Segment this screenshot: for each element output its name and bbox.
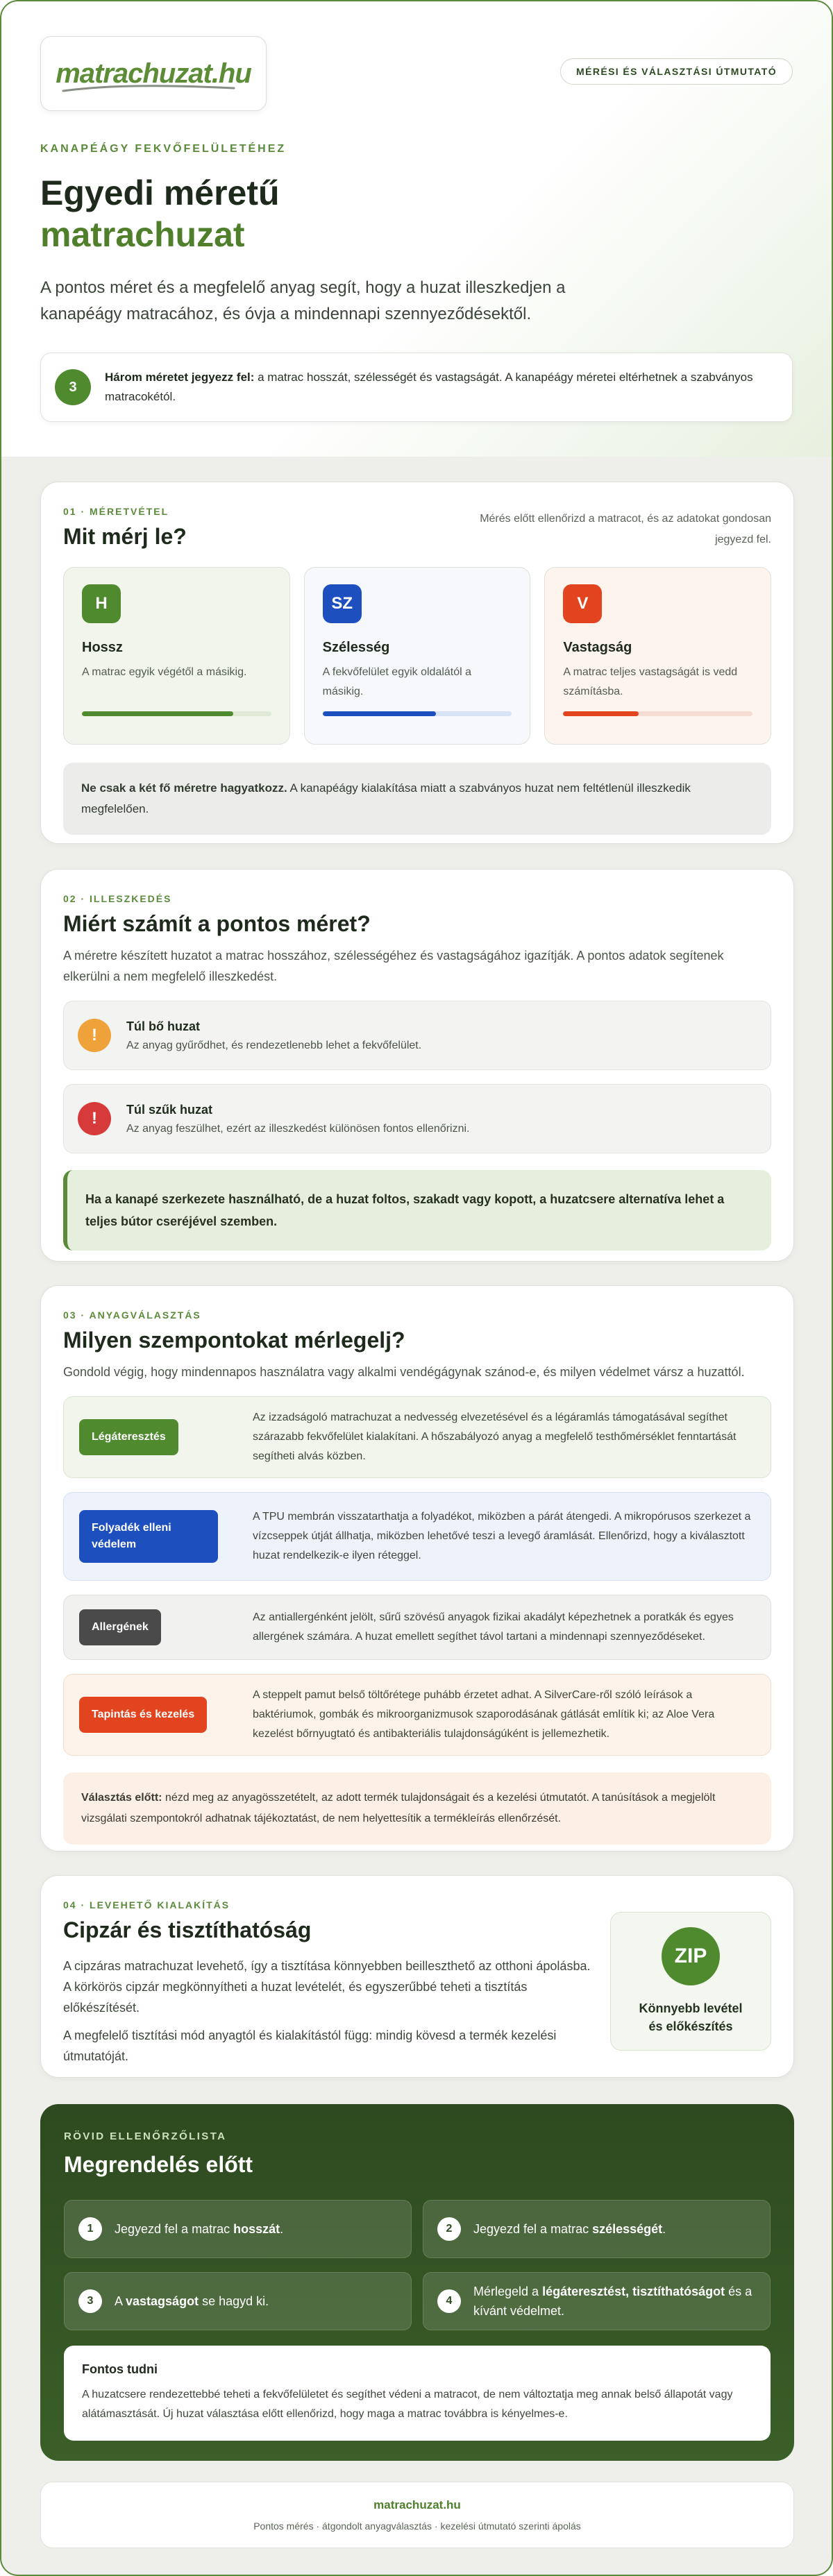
dimension-desc: A matrac teljes vastagságát is vedd számításba. [563,666,738,697]
zip-label [639,1999,742,2035]
measure-section [40,482,794,844]
logo-swoosh-icon [62,84,235,94]
material-note-text: nézd meg az anyagösszetételt, az adott termék tulajdonságait és a kezelési útmutatót. A tanúsítások a megjelölt vizsgálati szempontokról adhatnak tájékoztatást, de nem helyettesítik a termékleírás ellenőrzését. [81,1792,716,1824]
checklist-item [423,2272,771,2330]
material-tag: Folyadék elleni védelem [79,1510,218,1563]
material-item [63,1492,771,1581]
material-item [63,1595,771,1660]
dimension-bar [82,711,271,716]
section-label: 04 · LEVEHETŐ KIALAKÍTÁS [63,1899,230,1910]
material-tag-wrap [79,1697,253,1733]
checklist-items [64,2200,771,2330]
material-text: Az izzadságoló matrachuzat a nedvesség elvezetésével és a légáramlás támogatásával segíthet szárazabb fekvőfelület kialakítani. A hőszabályozó anyag a megfelelő testhőmérséklet fenntartását segítheti alvás közben. [253,1412,737,1462]
dimension-title: Vastagság [563,640,632,655]
material-tag: Allergének [79,1609,161,1645]
dimension-card [304,567,531,745]
warning-icon: ! [78,1102,111,1135]
checklist-number: 4 [437,2289,461,2313]
section-desc: Gondold végig, hogy mindennapos használatra vagy alkalmi vendégágynak szánod-e, és milyen védelmet vársz a huzattól. [63,1365,745,1379]
material-note [63,1772,771,1845]
material-text: A steppelt pamut belső töltőrétege puhább érzetet adhat. A SilverCare-ről szóló leírások a baktériumok, gombák és mikroorganizmusok szaporodásának gátlását említik ki; az Aloe Vera kezelést bőrnyugtató és antibakteriális tulajdonságúként is jellemezhetik. [253,1689,715,1740]
checklist-text-bold: hosszát [233,2222,280,2236]
section-title: Cipzár és tisztíthatóság [63,1917,312,1942]
dimension-title: Hossz [82,640,123,655]
section-desc: A méretre készített huzatot a matrac hosszához, szélességéhez és vastagságához igazítják. A pontos adatok segítenek elkerülni a nem megfelelő illeszkedést. [63,949,724,983]
material-item [63,1396,771,1478]
dimension-desc: A fekvőfelület egyik oldalától a másikig. [322,666,472,697]
checklist-text-post: . [662,2222,666,2236]
dimension-bar [323,711,512,716]
checklist-text-bold: légáteresztést, tisztíthatóságot [542,2285,725,2298]
dimension-icon: SZ [323,584,362,623]
section-label: 01 · MÉRETVÉTEL [63,506,169,517]
notice-bold: Ne csak a két fő méretre hagyatkozz. [81,781,287,795]
dimension-card [544,567,771,745]
checklist-title: Megrendelés előtt [64,2152,253,2177]
alert-body [126,1103,470,1135]
material-item [63,1674,771,1756]
checklist-text-pre: A [115,2294,126,2308]
warning-icon: ! [78,1019,111,1052]
zip-label-line-1: Könnyebb levétel [639,2001,743,2015]
callout-box: Ha a kanapé szerkezete használható, de a huzat foltos, szakadt vagy kopott, a huzatcsere alternatíva lehet a teljes bútor cseréjével szemben. [63,1170,771,1251]
checklist-item [423,2200,771,2258]
hero-section [1,1,832,457]
checklist-number: 2 [437,2217,461,2241]
section-title: Milyen szempontokat mérlegelj? [63,1328,405,1353]
note-text [105,368,778,407]
footer [40,2482,794,2548]
alert-text: Az anyag gyűrődhet, és rendezetlenebb lehet a fekvőfelület. [126,1039,422,1051]
section-title: Mit mérj le? [63,524,187,549]
important-text: A huzatcsere rendezettebbé teheti a fekvőfelületet és segíthet védeni a matracot, de nem változtatja meg annak belső állapotát vagy alátámasztását. Új huzat választása előtt ellenőrizd, hogy maga a matrac továbbra is kényelmes-e. [82,2389,733,2420]
dimension-cards [63,567,771,745]
title-line-2: matrachuzat [40,215,245,254]
logo-text: matrachuzat.hu [56,58,251,89]
checklist-section [40,2104,794,2461]
zip-label-line-2: és előkészítés [648,2019,733,2033]
dimension-icon: H [82,584,121,623]
zip-feature-box [610,1912,771,2051]
checklist-text [473,2282,756,2321]
site-logo[interactable] [40,36,267,111]
note-number-badge: 3 [55,369,91,405]
zipper-paragraph-2: A megfelelő tisztítási mód anyagtól és kialakítástól függ: mindig kövesd a termék kezelési útmutatóját. [63,2028,557,2063]
fit-section [40,869,794,1262]
material-list [63,1396,771,1756]
section-title: Miért számít a pontos méret? [63,911,371,936]
zipper-paragraph-1: A cipzáras matrachuzat levehető, így a tisztítása könnyebben beilleszthető az otthoni ápolásba. A körkörös cipzár megkönnyítheti a huzat levételét, és egyszerűbbé teheti a tisztítás előkészítését. [63,1959,591,2015]
note-body: a matrac hosszát, szélességét és vastagságát. A kanapéágy méretei eltérhetnek a szabványos matracokétól. [105,371,753,403]
material-tag-wrap [79,1510,253,1563]
checklist-text-post: . [280,2222,284,2236]
material-text: A TPU membrán visszatarthatja a folyadékot, miközben a párát átengedi. A mikropórusos szerkezet a vízcseppek útját állhatja, miközben lehetővé teszi a levegő áramlását. Ellenőrizd, hogy a kiválasztott huzat rendelkezik-e ilyen réteggel. [253,1511,751,1561]
checklist-text [115,2219,283,2239]
checklist-number: 1 [78,2217,102,2241]
material-tag-wrap [79,1609,253,1645]
header [40,36,793,111]
section-label: 02 · ILLESZKEDÉS [63,893,172,904]
dimension-bar-fill [82,711,233,716]
alert-list [63,1001,771,1153]
checklist-label: RÖVID ELLENŐRZŐLISTA [64,2130,227,2142]
checklist-text-pre: Mérlegeld a [473,2285,543,2298]
important-title: Fontos tudni [82,2362,158,2376]
alert-body [126,1019,421,1052]
checklist-text [473,2219,666,2239]
material-tag: Tapintás és kezelés [79,1697,207,1733]
notice-text: A kanapéágy kialakítása miatt a szabványos huzat nem feltétlenül illeszkedik megfelelően. [81,781,691,815]
zip-icon: ZIP [662,1927,720,1985]
alert-item [63,1084,771,1153]
dimension-card [63,567,290,745]
hero-lead: A pontos méret és a megfelelő anyag segít, hogy a huzat illeszkedjen a kanapéágy matracához, és óvja a mindennapi szennyeződésektől. [40,278,566,323]
checklist-text-bold: vastagságot [126,2294,199,2308]
checklist-item [64,2272,412,2330]
zipper-section [40,1875,794,2078]
checklist-text-post: és a kívánt védelmet. [473,2285,752,2318]
dimension-icon: V [563,584,602,623]
dimension-bar-fill [323,711,437,716]
hero-note [40,353,793,422]
important-box [64,2346,771,2441]
section-aside: Mérés előtt ellenőrizd a matracot, és az adatokat gondosan jegyezd fel. [480,513,771,545]
alert-text: Az anyag feszülhet, ezért az illeszkedést különösen fontos ellenőrizni. [126,1122,470,1135]
notice-box [63,763,771,835]
dimension-title: Szélesség [322,640,390,655]
checklist-text-pre: Jegyezd fel a matrac [115,2222,234,2236]
dimension-bar-fill [563,711,639,716]
material-text: Az antiallergénként jelölt, sűrű szövésű anyagok fizikai akadályt képezhetnek a poratkák és egyes allergének számára. A huzat emellett segíthet távol tartani a mindennapi szennyeződéseket. [253,1611,734,1643]
material-tag: Légáteresztés [79,1419,178,1455]
checklist-text [115,2291,269,2311]
checklist-text-bold: szélességét [592,2222,663,2236]
material-note-bold: Választás előtt: [81,1792,162,1804]
title-line-1: Egyedi méretű [40,173,280,212]
alert-title: Túl bő huzat [126,1019,200,1033]
page-title [40,172,793,255]
checklist-text-post: se hagyd ki. [199,2294,269,2308]
checklist-text-pre: Jegyezd fel a matrac [473,2222,593,2236]
materials-section [40,1285,794,1852]
alert-title: Túl szűk huzat [126,1102,213,1117]
dimension-desc: A matrac egyik végétől a másikig. [82,666,247,678]
alert-item [63,1001,771,1070]
footer-brand[interactable]: matrachuzat.hu [373,2498,461,2511]
hero-eyebrow: KANAPÉÁGY FEKVŐFELÜLETÉHEZ [40,143,287,155]
material-tag-wrap [79,1419,253,1455]
dimension-bar [563,711,752,716]
guide-pill[interactable]: MÉRÉSI ÉS VÁLASZTÁSI ÚTMUTATÓ [560,58,793,85]
checklist-item [64,2200,412,2258]
note-bold: Három méretet jegyezz fel: [105,371,255,384]
section-label: 03 · ANYAGVÁLASZTÁS [63,1310,201,1321]
checklist-number: 3 [78,2289,102,2313]
footer-tagline: Pontos mérés · átgondolt anyagválasztás · kezelési útmutató szerinti ápolás [253,2520,581,2532]
